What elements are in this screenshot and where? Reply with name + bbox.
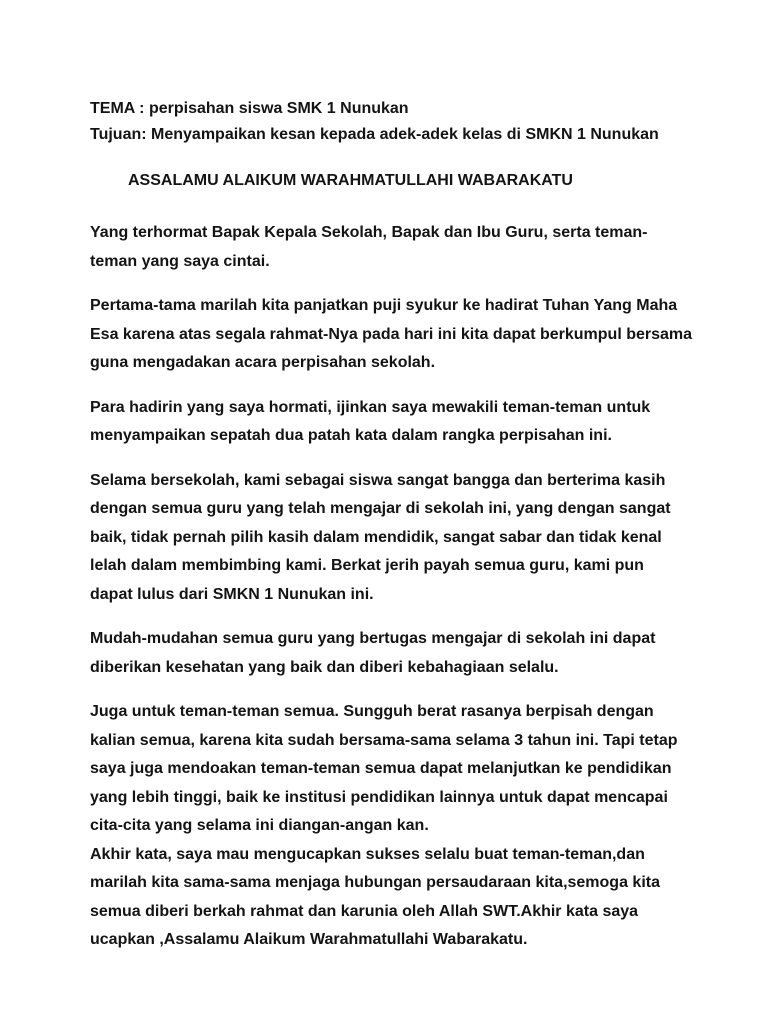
text-line: Akhir kata, saya mau mengucapkan sukses selalu buat teman-teman,dan xyxy=(90,845,645,863)
text-line: Para hadirin yang saya hormati, ijinkan saya mewakili teman-teman untuk xyxy=(90,398,651,416)
text-line: semua diberi berkah rahmat dan karunia oleh Allah SWT.Akhir kata saya xyxy=(90,902,639,920)
document-meta xyxy=(90,96,708,148)
text-line: Esa karena atas segala rahmat-Nya pada hari ini kita dapat berkumpul bersama xyxy=(90,325,693,343)
text-line: teman yang saya cintai. xyxy=(90,252,270,270)
meta-line-tema: TEMA : perpisahan siswa SMK 1 Nunukan xyxy=(90,100,409,117)
text-line: marilah kita sama-sama menjaga hubungan persaudaraan kita,semoga kita xyxy=(90,874,660,891)
paragraph-closing xyxy=(90,841,708,955)
text-line: Mudah-mudahan semua guru yang bertugas mengajar di sekolah ini dapat xyxy=(90,630,656,647)
paragraph-greeting xyxy=(90,219,708,276)
text-line: Yang terhormat Bapak Kepala Sekolah, Bapak dan Ibu Guru, serta teman- xyxy=(90,224,648,241)
paragraph-representing-friends xyxy=(90,394,708,451)
text-line: baik, tidak pernah pilih kasih dalam mendidik, sangat sabar dan tidak kenal xyxy=(90,528,662,546)
meta-line-tujuan: Tujuan: Menyampaikan kesan kepada adek-adek kelas di SMKN 1 Nunukan xyxy=(90,126,659,143)
paragraph-farewell-friends xyxy=(90,698,708,841)
text-line: Selama bersekolah, kami sebagai siswa sangat bangga dan berterima kasih xyxy=(90,471,666,489)
text-line: saya juga mendoakan teman-teman semua dapat melanjutkan ke pendidikan xyxy=(90,760,672,777)
text-line: diberikan kesehatan yang baik dan diberi kebahagiaan selalu. xyxy=(90,658,559,676)
paragraph-gratitude-teachers xyxy=(90,467,708,610)
paragraph-wishes-teachers xyxy=(90,625,708,682)
text-line: dengan semua guru yang telah mengajar di sekolah ini, yang dengan sangat xyxy=(90,500,671,517)
text-line: guna mengadakan acara perpisahan sekolah. xyxy=(90,354,436,371)
text-line: yang lebih tinggi, baik ke institusi pendidikan lainnya untuk dapat mencapai xyxy=(90,788,668,806)
text-line: Juga untuk teman-teman semua. Sungguh berat rasanya berpisah dengan xyxy=(90,703,654,720)
text-line: dapat lulus dari SMKN 1 Nunukan ini. xyxy=(90,585,374,603)
text-line: menyampaikan sepatah dua patah kata dalam rangka perpisahan ini. xyxy=(90,427,612,444)
text-line: lelah dalam membimbing kami. Berkat jerih payah semua guru, kami pun xyxy=(90,557,644,574)
salutation-heading: ASSALAMU ALAIKUM WARAHMATULLAHI WABARAKATU xyxy=(128,172,573,189)
paragraph-thanks-to-god xyxy=(90,292,708,378)
text-line: kalian semua, karena kita sudah bersama-sama selama 3 tahun ini. Tapi tetap xyxy=(90,731,678,749)
text-line: ucapkan ,Assalamu Alaikum Warahmatullahi Wabarakatu. xyxy=(90,931,528,948)
text-line: Pertama-tama marilah kita panjatkan puji syukur ke hadirat Tuhan Yang Maha xyxy=(90,297,678,314)
text-line: cita-cita yang selama ini diangan-angan kan. xyxy=(90,817,429,834)
